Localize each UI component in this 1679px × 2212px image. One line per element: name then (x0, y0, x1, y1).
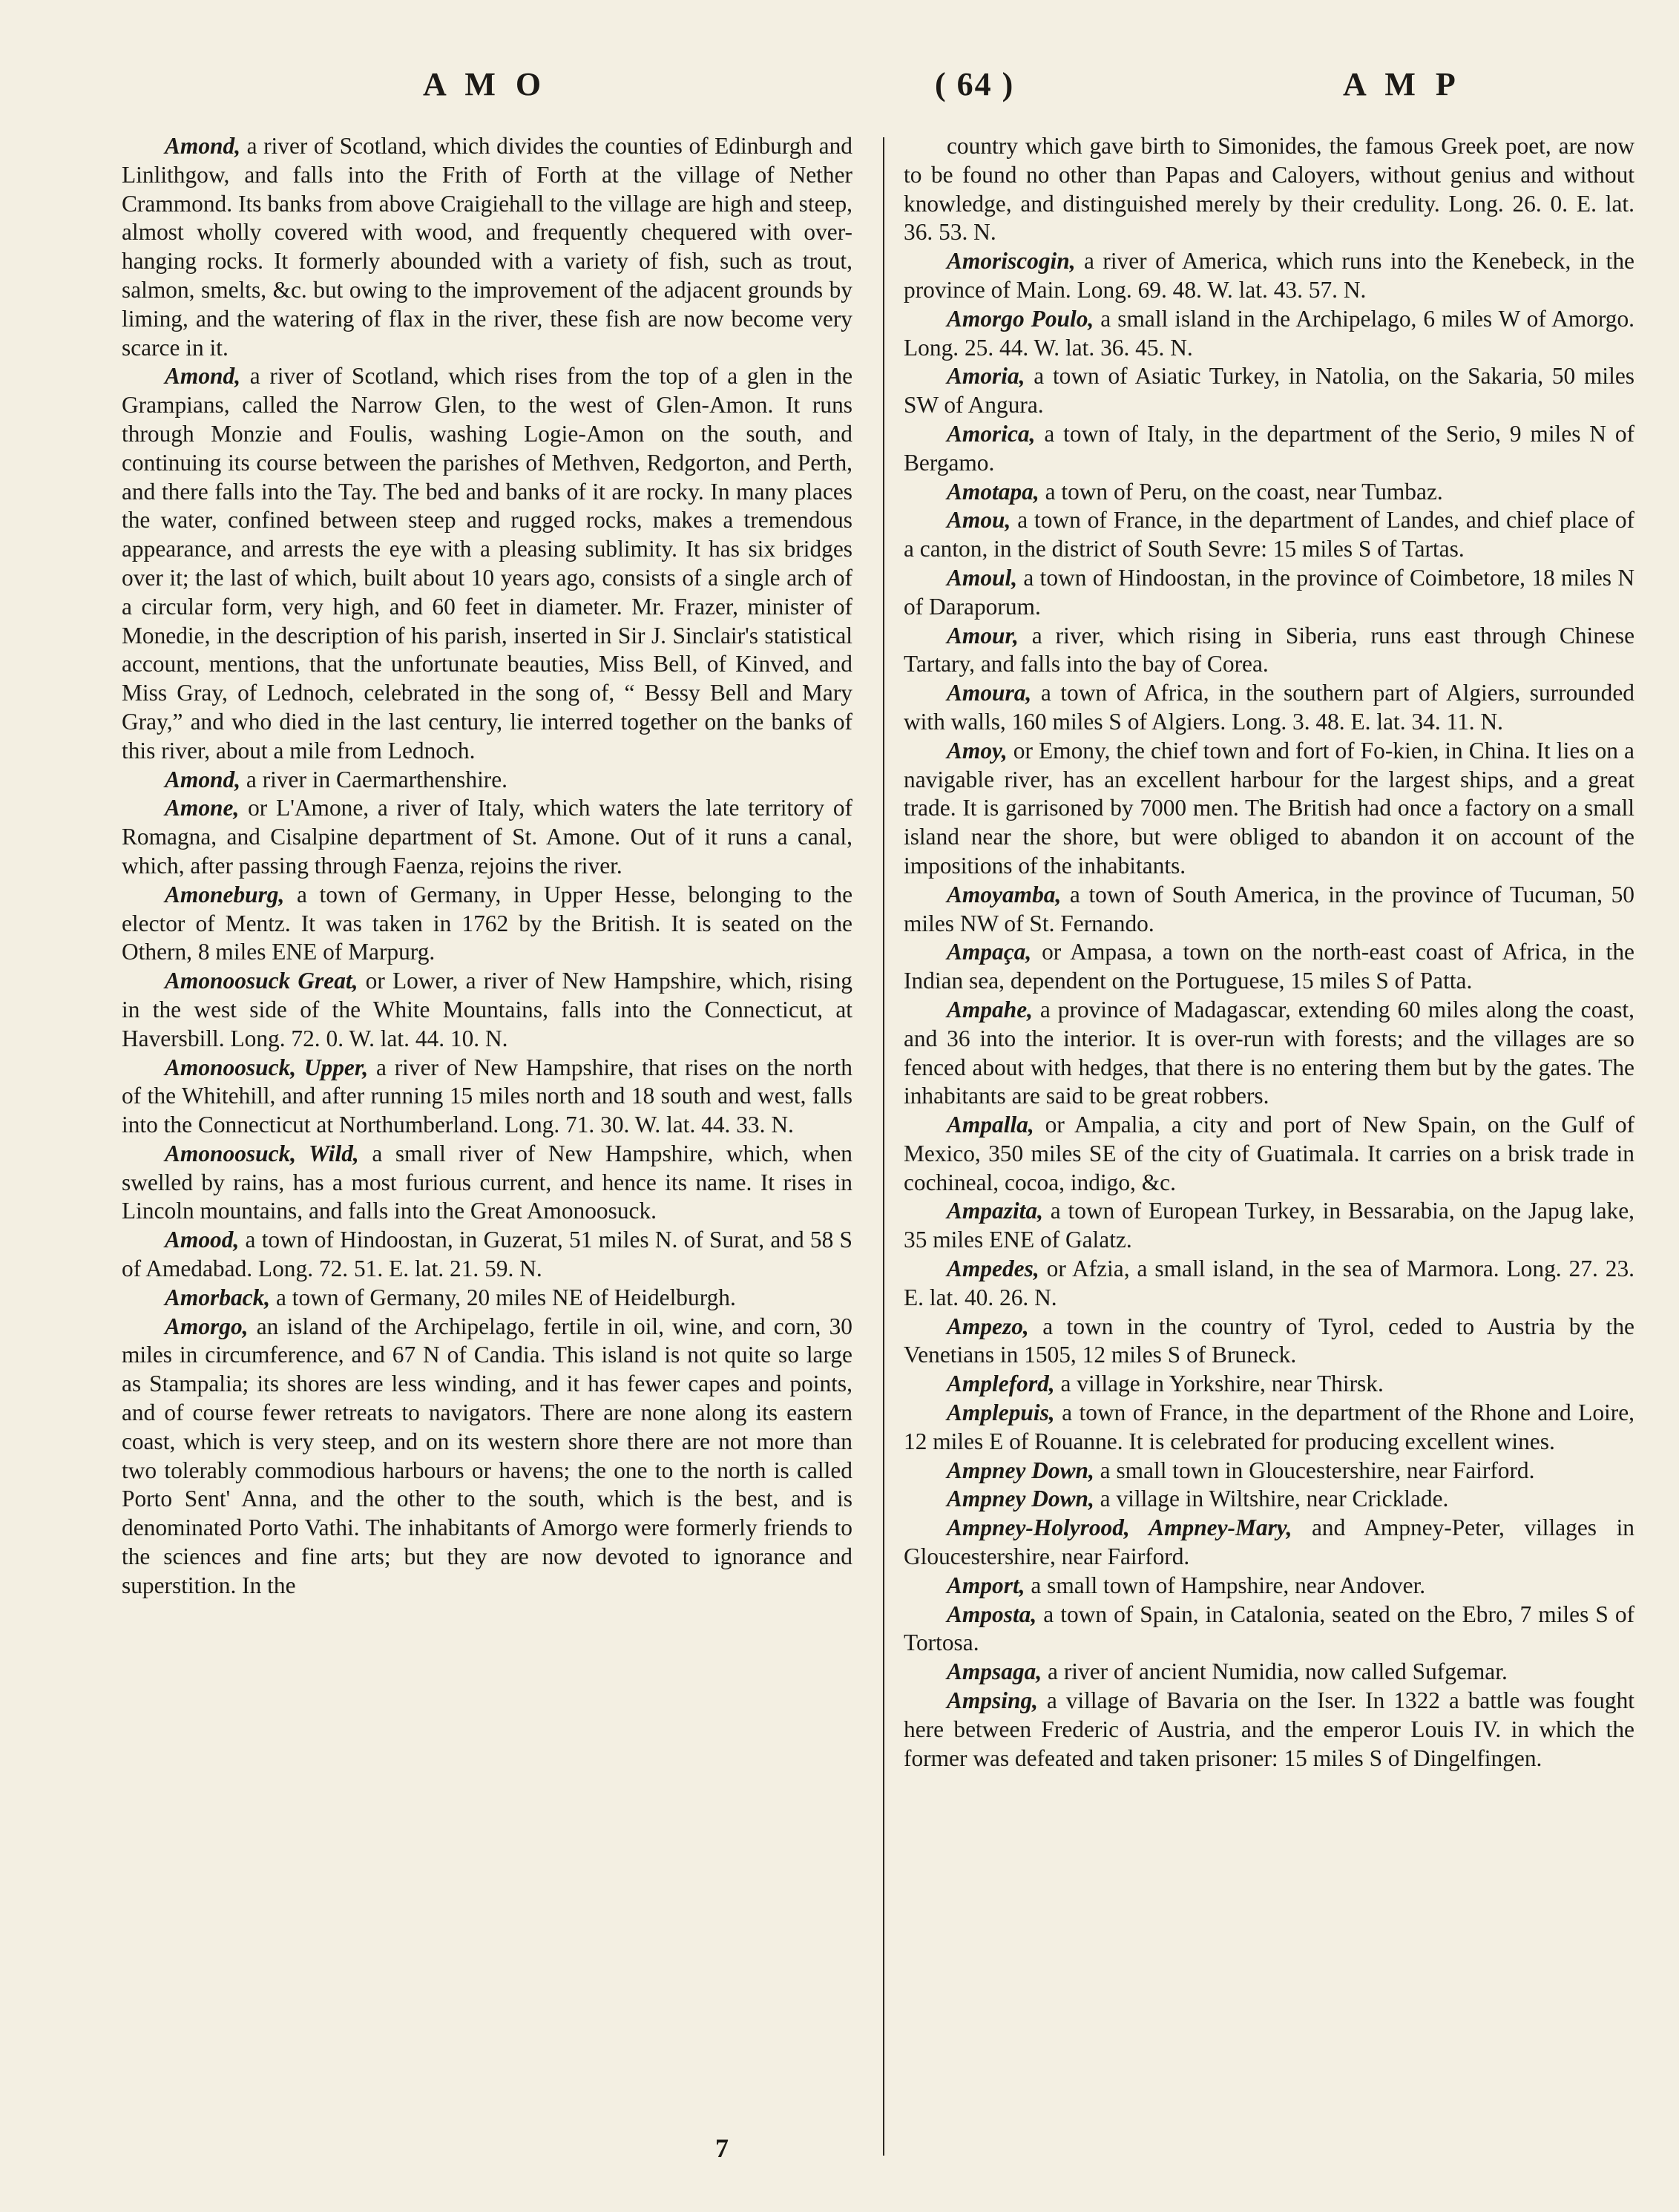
entry-headword: Ampney Down, (947, 1486, 1094, 1512)
dictionary-entry (122, 1226, 852, 1284)
entry-text: a town of Spain, in Catalonia, seated on the Ebro, 7 miles S of Tortosa. (904, 1601, 1634, 1656)
entry-text: a small island in the Archipelago, 6 miles W of Amorgo. Long. 25. 44. W. lat. 36. 45. N. (904, 305, 1634, 361)
dictionary-entry (904, 1313, 1634, 1371)
dictionary-entry (904, 1111, 1634, 1197)
entry-text: or Afzia, a small island, in the sea of Marmora. Long. 27. 23. E. lat. 40. 26. N. (904, 1256, 1634, 1310)
entry-headword: Amour, (947, 622, 1019, 649)
entry-text: a river in Caermarthenshire. (240, 766, 508, 792)
entry-text: a town of Africa, in the southern part of Algiers, surrounded with walls, 160 miles S of Algiers. Long. 3. 48. E. lat. 34. 11. N. (904, 680, 1634, 735)
dictionary-entry (122, 881, 852, 967)
dictionary-entry (904, 679, 1634, 737)
dictionary-entry (904, 1572, 1634, 1601)
dictionary-entry (904, 1485, 1634, 1514)
entry-text: a river, which rising in Siberia, runs east through Chinese Tartary, and falls into the bay of Corea. (904, 622, 1634, 677)
entry-headword: Amorgo, (165, 1313, 249, 1339)
entry-headword: Ampleford, (947, 1371, 1055, 1397)
entry-headword: Amorgo Poulo, (947, 305, 1094, 332)
entry-headword: Ampezo, (947, 1313, 1029, 1339)
dictionary-entry (904, 737, 1634, 881)
entry-headword: Amorback, (165, 1284, 271, 1310)
dictionary-entry (122, 132, 852, 362)
dictionary-entry (904, 1255, 1634, 1313)
entry-headword: Ampsing, (947, 1687, 1038, 1714)
dictionary-entry (122, 967, 852, 1053)
entry-text: or Lower, a river of New Hampshire, which, rising in the west side of the White Mountains, falls into the Connecticut, at Haversbill. Long. 72. 0. W. lat. 44. 10. N. (122, 968, 852, 1051)
entry-headword: Ampney-Holyrood, Ampney-Mary, (947, 1514, 1292, 1541)
dictionary-entry (904, 881, 1634, 939)
dictionary-entry (904, 305, 1634, 363)
entry-headword: Amou, (947, 507, 1011, 534)
dictionary-entry (904, 1370, 1634, 1399)
entry-text: a town of Hindoostan, in the province of Coimbetore, 18 miles N of Daraporum. (904, 564, 1634, 620)
entry-headword: Amposta, (947, 1601, 1037, 1627)
dictionary-entry (904, 564, 1634, 622)
running-header (111, 65, 1565, 110)
entry-headword: Amood, (165, 1227, 240, 1253)
dictionary-entry (904, 1601, 1634, 1658)
entry-headword: Amotapa, (947, 478, 1039, 505)
right-column (904, 132, 1634, 1773)
entry-text: a river of New Hampshire, that rises on the north of the Whitehill, and after running 15 miles north and 18 south and west, falls into the Connecticut at Northumberland. Long. 71. 30. W. lat. 44. 33. N. (122, 1054, 852, 1138)
entry-text: or L'Amone, a river of Italy, which waters the late territory of Romagna, and Cisalpine department of St. Amone. Out of it runs a canal, which, after passing through Faenza, rejoins the river. (122, 795, 852, 879)
entry-headword: Amone, (165, 795, 240, 821)
dictionary-entry (904, 132, 1634, 247)
entry-headword: Ampazita, (947, 1198, 1043, 1224)
dictionary-entry (904, 622, 1634, 680)
dictionary-entry (904, 938, 1634, 996)
entry-text: a province of Madagascar, extending 60 miles along the coast, and 36 into the interior. It is over-run with forests; and the villages are so fenced about with hedges, that there is no entering them but by the gates. The inhabitants are said to be great robbers. (904, 996, 1634, 1109)
entry-text: and Ampney-Peter, villages in Gloucestershire, near Fairford. (904, 1514, 1635, 1570)
dictionary-entry (122, 766, 852, 795)
entry-text: a town of European Turkey, in Bessarabia, on the Japug lake, 35 miles ENE of Galatz. (904, 1198, 1634, 1253)
entry-text: a town of South America, in the province of Tucuman, 50 miles NW of St. Fernando. (904, 881, 1634, 936)
left-column (122, 132, 852, 1601)
dictionary-entry (122, 1054, 852, 1140)
entry-text: a river of ancient Numidia, now called Sufgemar. (1042, 1658, 1508, 1685)
entry-headword: Ampahe, (947, 996, 1033, 1023)
entry-headword: Amond, (165, 766, 241, 792)
entry-headword: Amport, (947, 1572, 1025, 1598)
dictionary-entry (904, 1399, 1634, 1457)
entry-headword: Ampedes, (947, 1256, 1039, 1282)
dictionary-entry (904, 247, 1634, 305)
entry-text: a river of America, which runs into the Kenebeck, in the province of Main. Long. 69. 48. W. lat. 43. 57. N. (904, 248, 1634, 303)
dictionary-entry (904, 1514, 1634, 1572)
entry-text: a village in Wiltshire, near Cricklade. (1094, 1486, 1449, 1512)
dictionary-entry (122, 1313, 852, 1601)
page-number: ( 64 ) (935, 66, 1015, 102)
column-divider (883, 137, 884, 2156)
entry-headword: Amoura, (947, 680, 1032, 706)
entry-headword: Ampsaga, (947, 1658, 1042, 1685)
dictionary-entry (904, 420, 1634, 478)
dictionary-entry (904, 1457, 1634, 1486)
dictionary-entry (122, 1140, 852, 1226)
entry-text: a town of France, in the department of the Rhone and Loire, 12 miles E of Rouanne. It is celebrated for producing excellent wines. (904, 1399, 1634, 1454)
entry-headword: Amoy, (947, 737, 1008, 764)
entry-text: a town of Italy, in the department of the Serio, 9 miles N of Bergamo. (904, 420, 1634, 476)
dictionary-entry (904, 1658, 1634, 1687)
entry-headword: Amonoosuck, Wild, (165, 1140, 359, 1166)
entry-headword: Amond, (165, 363, 241, 390)
dictionary-entry (904, 506, 1634, 564)
dictionary-entry (904, 1687, 1634, 1773)
dictionary-entry (904, 1197, 1634, 1255)
entry-text: a river of Scotland, which divides the counties of Edinburgh and Linlithgow, and falls into the Frith of Forth at the village of Nether Crammond. Its banks from above Craigiehall to the village are high and steep, almost wholly covered with wood, and frequently chequered with over-hanging rocks. It formerly abounded with a variety of fish, such as trout, salmon, smelts, &c. but owing to the improvement of the adjacent grounds by liming, and the watering of flax in the river, these fish are now become very scarce in it. (122, 133, 852, 361)
entry-text: a town of Asiatic Turkey, in Natolia, on the Sakaria, 50 miles SW of Angura. (904, 363, 1634, 419)
entry-text: a town of Germany, in Upper Hesse, belonging to the elector of Mentz. It was taken in 1762 by the British. It is seated on the Othern, 8 miles ENE of Marpurg. (122, 881, 852, 965)
entry-text: a small town in Gloucestershire, near Fairford. (1094, 1457, 1535, 1483)
entry-headword: Amond, (165, 133, 241, 159)
dictionary-entry (122, 794, 852, 880)
entry-headword: Amonoosuck Great, (165, 968, 358, 994)
header-right: A M P (1343, 66, 1462, 102)
entry-text: a village of Bavaria on the Iser. In 1322 a battle was fought here between Frederic of Austria, and the emperor Louis IV. in which the former was defeated and taken prisoner: 15 miles S of Dingelfingen. (904, 1687, 1634, 1771)
entry-headword: Ampney Down, (947, 1457, 1094, 1483)
entry-headword: Amonoosuck, Upper, (165, 1054, 369, 1080)
entry-headword: Amoria, (947, 363, 1025, 390)
entry-text: a town of France, in the department of Landes, and chief place of a canton, in the district of South Sevre: 15 miles S of Tartas. (904, 507, 1634, 562)
entry-text: a town in the country of Tyrol, ceded to Austria by the Venetians in 1505, 12 miles S of Bruneck. (904, 1313, 1634, 1368)
entry-headword: Ampaça, (947, 939, 1032, 965)
entry-text: or Ampalia, a city and port of New Spain, on the Gulf of Mexico, 350 miles SE of the city of Guatimala. It carries on a brisk trade in cochineal, cocoa, indigo, &c. (904, 1112, 1634, 1195)
entry-text: a village in Yorkshire, near Thirsk. (1054, 1371, 1384, 1397)
dictionary-entry (904, 362, 1634, 420)
entry-text: a river of Scotland, which rises from the top of a glen in the Grampians, called the Narrow Glen, to the west of Glen-Amon. It runs through Monzie and Foulis, washing Logie-Amon on the south, and continuing its course between the parishes of Methven, Redgorton, and Perth, and there falls into the Tay. The bed and banks of it are rocky. In many places the water, confined between steep and rugged rocks, makes a tremendous appearance, and arrests the eye with a pleasing sublimity. It has six bridges over it; the last of which, built about 10 years ago, consists of a single arch of a circular form, very high, and 60 feet in diameter. Mr. Frazer, minister of Monedie, in the description of his parish, inserted in Sir J. Sinclair's statistical account, mentions, that the unfortunate beauties, Miss Bell, of Kinved, and Miss Gray, of Lednoch, celebrated in the song of, “ Bessy Bell and Mary Gray,” and who died in the last century, lie interred together on the banks of this river, about a mile from Lednoch. (122, 363, 852, 764)
entry-headword: Ampalla, (947, 1112, 1034, 1138)
entry-headword: Amplepuis, (947, 1399, 1055, 1426)
dictionary-entry (122, 1284, 852, 1313)
signature-mark: 7 (715, 2133, 729, 2163)
entry-headword: Amoyamba, (947, 881, 1062, 908)
entry-headword: Amoneburg, (165, 881, 285, 908)
entry-headword: Amorica, (947, 420, 1036, 447)
entry-text: a town of Germany, 20 miles NE of Heidelburgh. (270, 1284, 736, 1310)
entry-text: country which gave birth to Simonides, the famous Greek poet, are now to be found no other than Papas and Caloyers, without genius and without knowledge, and distinguished merely by their credulity. Long. 26. 0. E. lat. 36. 53. N. (904, 133, 1634, 246)
header-left: A M O (423, 66, 548, 102)
entry-text: a town of Peru, on the coast, near Tumbaz. (1039, 478, 1443, 505)
entry-text: or Ampasa, a town on the north-east coast of Africa, in the Indian sea, dependent on the Portuguese, 15 miles S of Patta. (904, 939, 1634, 994)
entry-headword: Amoriscogin, (947, 248, 1076, 275)
dictionary-entry (904, 478, 1634, 507)
entry-headword: Amoul, (947, 564, 1018, 591)
entry-text: or Emony, the chief town and fort of Fo-kien, in China. It lies on a navigable river, has an excellent harbour for the largest ships, and a great trade. It is garrisoned by 7000 men. The British had once a factory on a small island near the shore, but were obliged to abandon it on account of the impositions of the inhabitants. (904, 737, 1634, 879)
dictionary-entry (904, 996, 1634, 1111)
entry-text: an island of the Archipelago, fertile in oil, wine, and corn, 30 miles in circumference, and 67 N of Candia. This island is not quite so large as Stampalia; its shores are less winding, and it has fewer capes and points, and of course fewer retreats to navigators. There are none along its eastern coast, which is very steep, and on its western shore there are not more than two tolerably commodious harbours or havens; the one to the north is called Porto Sent' Anna, and the other to the south, which is the best, and is denominated Porto Vathi. The inhabitants of Amorgo were formerly friends to the sciences and fine arts; but they are now devoted to ignorance and superstition. In the (122, 1313, 852, 1598)
entry-text: a town of Hindoostan, in Guzerat, 51 miles N. of Surat, and 58 S of Amedabad. Long. 72. 51. E. lat. 21. 59. N. (122, 1227, 852, 1282)
entry-text: a small town of Hampshire, near Andover. (1025, 1572, 1426, 1598)
entry-text: a small river of New Hampshire, which, when swelled by rains, has a most furious current, and hence its name. It rises in Lincoln mountains, and falls into the Great Amonoosuck. (122, 1140, 852, 1224)
dictionary-entry (122, 362, 852, 765)
